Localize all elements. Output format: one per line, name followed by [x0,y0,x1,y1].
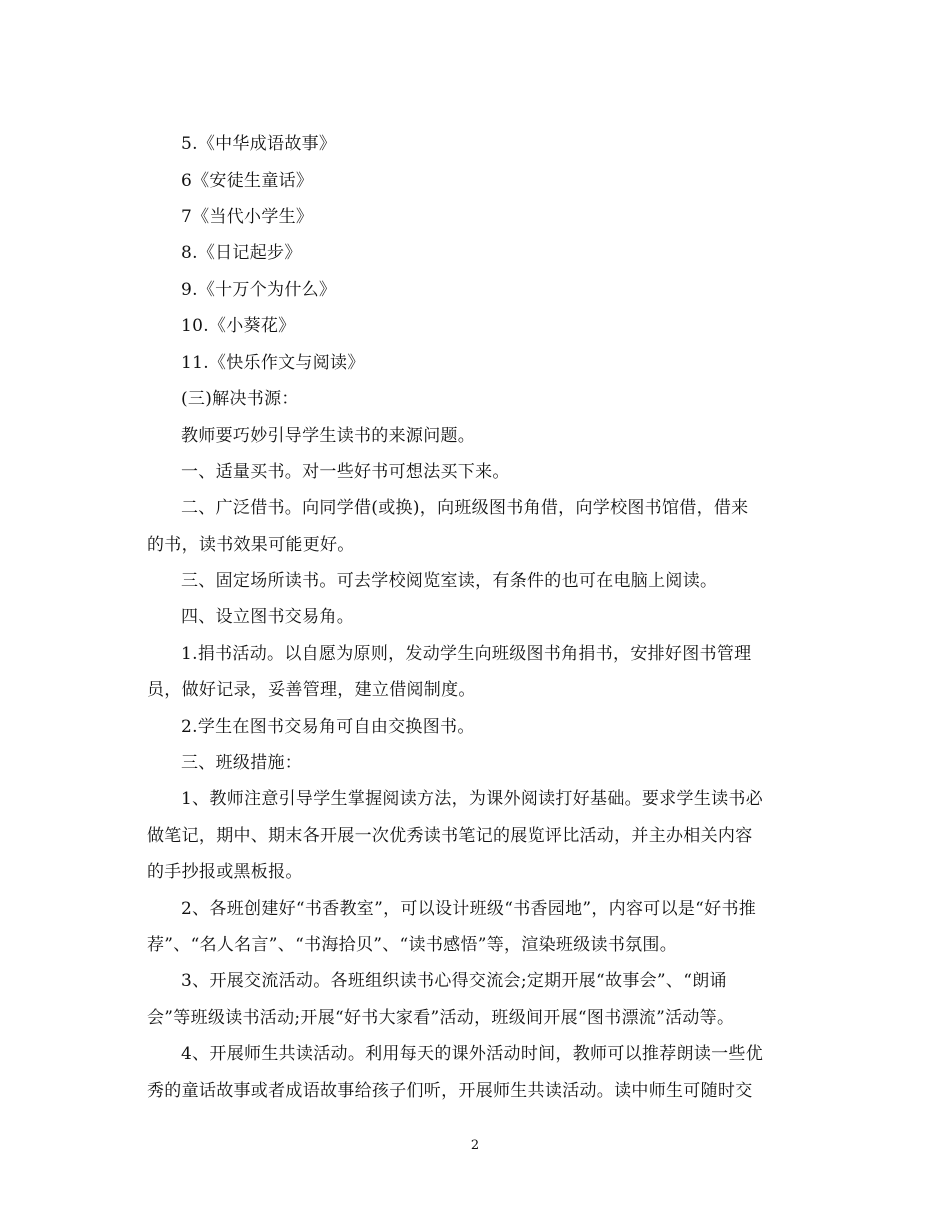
paragraph-line: 会”等班级读书活动;开展“好书大家看”活动，班级间开展“图书漂流”活动等。 [147,1008,735,1028]
paragraph-line: 二、广泛借书。向同学借(或换)，向班级图书角借，向学校图书馆借，借来 [181,498,749,518]
paragraph-line: 的手抄报或黑板报。 [147,862,303,882]
book-list-item-9: 9.《十万个为什么》 [181,280,337,300]
paragraph-line: 1、教师注意引导学生掌握阅读方法，为课外阅读打好基础。要求学生读书必 [181,789,764,809]
paragraph-line: 三、固定场所读书。可去学校阅览室读，有条件的也可在电脑上阅读。 [181,571,718,591]
paragraph-line: 做笔记，期中、期末各开展一次优秀读书笔记的展览评比活动，并主办相关内容 [147,826,753,846]
book-list-item-6: 6《安徒生童话》 [181,171,314,191]
paragraph-line: 秀的童话故事或者成语故事给孩子们听，开展师生共读活动。读中师生可随时交 [147,1081,753,1101]
book-list-item-10: 10.《小葵花》 [181,316,296,336]
book-list-item-5: 5.《中华成语故事》 [181,134,337,154]
paragraph-line: 教师要巧妙引导学生读书的来源问题。 [181,426,476,446]
book-list-item-8: 8.《日记起步》 [181,243,302,263]
paragraph-line: 的书，读书效果可能更好。 [147,535,355,555]
paragraph-line: 1.捐书活动。以自愿为原则，发动学生向班级图书角捐书，安排好图书管理 [181,644,752,664]
paragraph-line: 2.学生在图书交易角可自由交换图书。 [181,717,475,737]
paragraph-line: 荐”、“名人名言”、“书海拾贝”、“读书感悟”等，渲染班级读书氛围。 [147,935,678,955]
section-heading-book-source: (三)解决书源： [181,389,299,409]
page-number: 2 [470,1138,480,1153]
paragraph-line: 四、设立图书交易角。 [181,607,354,627]
section-heading-class-measures: 三、班级措施： [181,753,303,773]
paragraph-line: 2、各班创建好“书香教室”，可以设计班级“书香园地”，内容可以是“好书推 [181,899,757,919]
paragraph-line: 员，做好记录，妥善管理，建立借阅制度。 [147,680,476,700]
paragraph-line: 4、开展师生共读活动。利用每天的课外活动时间，教师可以推荐朗读一些优 [181,1044,764,1064]
paragraph-line: 3、开展交流活动。各班组织读书心得交流会;定期开展“故事会”、“朗诵 [181,971,727,991]
book-list-item-7: 7《当代小学生》 [181,207,314,227]
paragraph-line: 一、适量买书。对一些好书可想法买下来。 [181,462,510,482]
book-list-item-11: 11.《快乐作文与阅读》 [181,353,365,373]
